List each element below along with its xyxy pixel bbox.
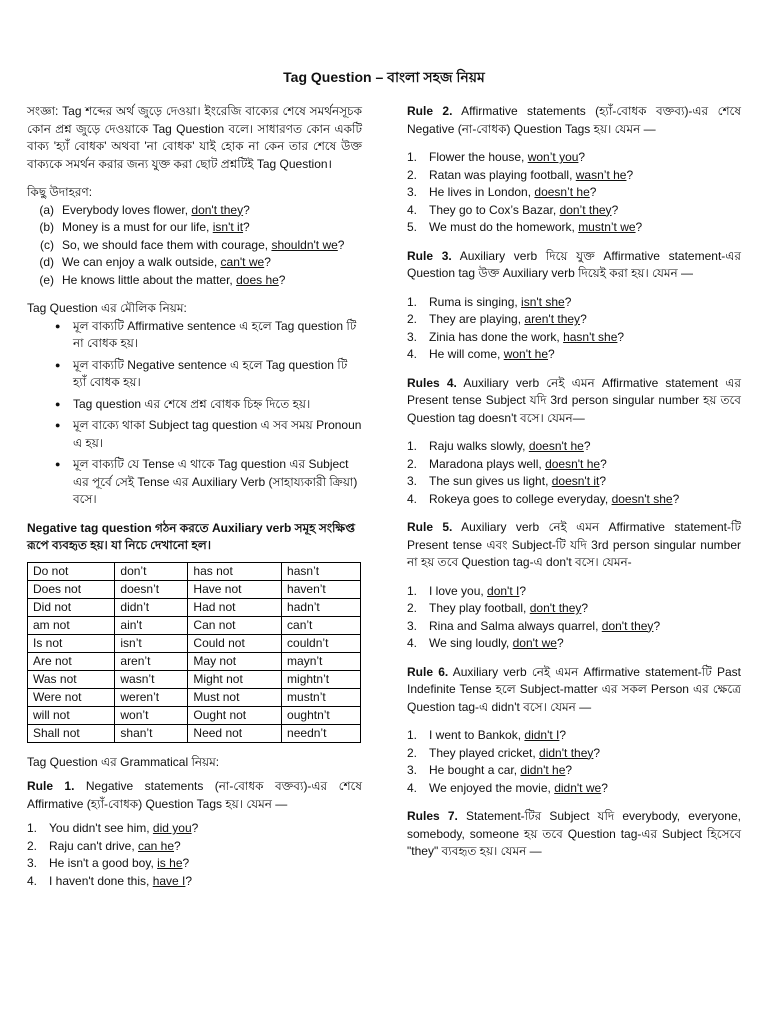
table-row bbox=[28, 616, 361, 634]
table-cell: mustn’t bbox=[282, 688, 361, 706]
example-item bbox=[407, 438, 741, 456]
example-sentence: Rokeya goes to college everyday, bbox=[429, 491, 612, 506]
example-item bbox=[407, 456, 741, 474]
example-text bbox=[62, 254, 271, 272]
example-tag: doesn't it bbox=[551, 474, 600, 488]
example-tag: isn't she bbox=[521, 294, 565, 309]
rule-4-examples bbox=[407, 438, 741, 508]
example-tag: did you bbox=[152, 821, 192, 835]
example-end: ? bbox=[635, 220, 643, 234]
example-item bbox=[407, 311, 741, 329]
example-tag: is he bbox=[157, 856, 183, 870]
example-item bbox=[407, 167, 741, 185]
table-cell: has not bbox=[188, 562, 282, 580]
table-cell: Had not bbox=[188, 598, 282, 616]
example-number: 1. bbox=[407, 583, 418, 598]
example-text bbox=[429, 149, 585, 167]
example-end: ? bbox=[593, 745, 601, 760]
example-item bbox=[407, 780, 741, 798]
example-sentence: We enjoyed the movie, bbox=[429, 780, 555, 795]
rule-3: Rule 3. Auxiliary verb দিয়ে যুক্ত Affirmative statement-এর Question tag উক্ত Auxiliary verb দিয়েই করা হয়। যেমন — bbox=[407, 248, 741, 280]
example-text bbox=[49, 820, 198, 838]
example-tag: can't we bbox=[220, 255, 265, 269]
table-row bbox=[28, 652, 361, 670]
table-cell: Need not bbox=[188, 724, 282, 742]
example-sentence: They play football, bbox=[429, 601, 530, 615]
table-cell: wasn’t bbox=[115, 670, 188, 688]
example-tag: didn't they bbox=[539, 745, 594, 760]
example-item bbox=[407, 583, 741, 601]
example-number: 3. bbox=[27, 856, 38, 870]
example-item bbox=[27, 219, 362, 237]
table-row bbox=[28, 706, 361, 724]
basic-rules-list bbox=[27, 318, 362, 509]
example-tag: mustn’t we bbox=[578, 220, 636, 234]
example-item bbox=[27, 855, 362, 873]
example-end: ? bbox=[565, 763, 573, 777]
table-cell: Must not bbox=[188, 688, 282, 706]
example-text bbox=[429, 745, 600, 763]
table-cell: mayn’t bbox=[282, 652, 361, 670]
example-text bbox=[429, 618, 660, 636]
example-sentence: Flower the house, bbox=[429, 150, 528, 164]
examples-heading: কিছু উদাহরণ: bbox=[27, 185, 93, 199]
example-number: 2. bbox=[407, 456, 418, 471]
example-end: ? bbox=[548, 347, 555, 361]
example-text bbox=[49, 855, 189, 873]
example-text bbox=[62, 272, 285, 290]
table-cell: Have not bbox=[188, 580, 282, 598]
example-item bbox=[407, 219, 741, 237]
basic-rule-item: ● Tag question এর শেষে প্রশ্ন বোধক চিহ্ন দিতে হয়। bbox=[55, 396, 362, 414]
rule-2: Rule 2. Affirmative statements (হ্যাঁ-বোধক বক্তব্য)-এর শেষে Negative (না-বোধক) Question Tags হয়। যেমন — bbox=[407, 104, 741, 136]
auxiliary-verb-table bbox=[27, 562, 361, 743]
rule-5-examples bbox=[407, 583, 741, 653]
example-text bbox=[62, 237, 344, 255]
example-sentence: They are playing, bbox=[429, 312, 525, 326]
example-number: 1. bbox=[27, 821, 38, 835]
table-row bbox=[28, 598, 361, 616]
example-tag: wasn’t he bbox=[575, 167, 627, 182]
rule-1: Rule 1. Negative statements (না-বোধক বক্তব্য)-এর শেষে Affirmative (হ্যাঁ-বোধক) Question Tags হয়। যেমন — bbox=[27, 779, 362, 811]
table-cell: Can not bbox=[188, 616, 282, 634]
table-cell: doesn’t bbox=[115, 580, 188, 598]
rule-7: Rules 7. Statement-টির Subject যদি everybody, everyone, somebody, someone হয় তবে Question tag-এর Subject হিসেবে "they" ব্যবহৃত হয়। যেমন — bbox=[407, 809, 741, 858]
example-end: ? bbox=[601, 780, 608, 795]
example-text bbox=[429, 438, 591, 456]
grammar-heading: Tag Question এর Grammatical নিয়ম: bbox=[27, 754, 220, 769]
table-row bbox=[28, 562, 361, 580]
examples-list bbox=[27, 202, 362, 290]
example-sentence: They go to Cox’s Bazar, bbox=[429, 202, 560, 217]
table-cell: Does not bbox=[28, 580, 115, 598]
example-end: ? bbox=[243, 202, 250, 217]
example-tag: didn't I bbox=[524, 728, 560, 742]
example-end: ? bbox=[580, 312, 587, 326]
example-end: ? bbox=[589, 185, 597, 199]
table-cell: oughtn’t bbox=[282, 706, 361, 724]
rule-4: Rules 4. Auxiliary verb নেই এমন Affirmative statement এর Present tense Subject যদি 3rd person singular number হয় তবে Question tag doesn't বসে। যেমন— bbox=[407, 375, 741, 425]
example-number: 5. bbox=[407, 220, 418, 234]
example-tag: hasn't she bbox=[563, 329, 618, 344]
example-number: 2. bbox=[407, 167, 418, 182]
example-text bbox=[429, 184, 596, 202]
example-number: 3. bbox=[407, 618, 418, 633]
example-text bbox=[429, 600, 588, 618]
table-cell: isn’t bbox=[115, 634, 188, 652]
example-item bbox=[27, 820, 362, 838]
table-cell: aren’t bbox=[115, 652, 188, 670]
example-end: ? bbox=[626, 167, 634, 182]
example-number: 1. bbox=[407, 439, 418, 453]
example-tag: can he bbox=[138, 838, 175, 853]
table-cell: am not bbox=[28, 616, 115, 634]
example-end: ? bbox=[617, 329, 625, 344]
example-end: ? bbox=[182, 856, 190, 870]
example-end: ? bbox=[191, 821, 199, 835]
example-sentence: So, we should face them with courage, bbox=[62, 237, 272, 252]
example-tag: don't they bbox=[191, 202, 244, 217]
example-sentence: The sun gives us light, bbox=[429, 474, 552, 488]
example-item bbox=[27, 254, 362, 272]
table-cell: hasn’t bbox=[282, 562, 361, 580]
table-cell: hadn’t bbox=[282, 598, 361, 616]
example-number: 2. bbox=[27, 838, 38, 853]
example-tag: shouldn't we bbox=[271, 237, 338, 252]
example-text bbox=[429, 167, 633, 185]
example-sentence: You didn't see him, bbox=[49, 821, 153, 835]
example-sentence: Money is a must for our life, bbox=[62, 220, 213, 234]
example-end: ? bbox=[278, 272, 286, 287]
example-text bbox=[429, 456, 607, 474]
example-item bbox=[407, 202, 741, 220]
example-end: ? bbox=[519, 583, 527, 598]
table-cell: don’t bbox=[115, 562, 188, 580]
negative-tag-heading: Negative tag question গঠন করতে Auxiliary verb সমূহ সংক্ষিপ্ত রূপে ব্যবহৃত হয়। যা নিচে দেখানো হল। bbox=[27, 520, 355, 552]
example-number: 3. bbox=[407, 474, 418, 488]
page-title: Tag Question – বাংলা সহজ নিয়ম bbox=[283, 69, 485, 85]
example-text bbox=[429, 635, 564, 653]
example-sentence: We must do the homework, bbox=[429, 220, 579, 234]
example-number: 2. bbox=[407, 312, 418, 326]
example-text bbox=[429, 780, 608, 798]
table-cell: mightn’t bbox=[282, 670, 361, 688]
table-row bbox=[28, 670, 361, 688]
example-sentence: Raju can't drive, bbox=[49, 838, 138, 853]
example-item bbox=[407, 618, 741, 636]
example-label: (c) bbox=[40, 237, 54, 252]
example-sentence: He will come, bbox=[429, 347, 504, 361]
rule-3-examples bbox=[407, 294, 741, 364]
example-text bbox=[62, 219, 250, 237]
table-row bbox=[28, 688, 361, 706]
example-number: 1. bbox=[407, 294, 418, 309]
example-end: ? bbox=[599, 474, 607, 488]
example-tag: doesn't he bbox=[545, 456, 601, 471]
example-tag: didn't we bbox=[554, 780, 602, 795]
example-sentence: Ratan was playing football, bbox=[429, 167, 576, 182]
example-tag: don't I bbox=[487, 583, 520, 598]
basic-rule-item: ● মূল বাক্যটি যে Tense এ থাকে Tag question এর Subject এর পূর্বে সেই Tense এর Auxiliary Verb (সাহায্যকারী ক্রিয়া) বসে। bbox=[55, 456, 362, 509]
example-text bbox=[49, 838, 181, 856]
table-cell: Might not bbox=[188, 670, 282, 688]
example-tag: don't we bbox=[512, 636, 557, 650]
table-cell: Do not bbox=[28, 562, 115, 580]
basic-rules-heading: Tag Question এর মৌলিক নিয়ম: bbox=[27, 301, 187, 315]
example-end: ? bbox=[559, 728, 567, 742]
example-number: 3. bbox=[407, 329, 418, 344]
example-number: 3. bbox=[407, 763, 418, 777]
table-cell: weren’t bbox=[115, 688, 188, 706]
example-text bbox=[429, 294, 571, 312]
table-cell: Is not bbox=[28, 634, 115, 652]
example-item bbox=[407, 635, 741, 653]
example-item bbox=[407, 745, 741, 763]
example-item bbox=[407, 727, 741, 745]
example-number: 4. bbox=[407, 636, 418, 650]
example-tag: won't he bbox=[503, 347, 549, 361]
example-tag: doesn't she bbox=[611, 491, 673, 506]
example-number: 4. bbox=[407, 202, 418, 217]
example-end: ? bbox=[564, 294, 572, 309]
example-tag: aren't they bbox=[524, 312, 581, 326]
table-row bbox=[28, 634, 361, 652]
example-sentence: Rina and Salma always quarrel, bbox=[429, 618, 602, 633]
table-row bbox=[28, 580, 361, 598]
example-tag: don't they bbox=[529, 601, 582, 615]
rule-1-examples bbox=[27, 820, 362, 890]
example-item bbox=[407, 149, 741, 167]
example-text bbox=[429, 583, 526, 601]
example-item bbox=[407, 329, 741, 347]
example-tag: does he bbox=[236, 272, 279, 287]
example-number: 4. bbox=[407, 491, 418, 506]
example-text bbox=[49, 873, 192, 891]
definition-paragraph: সংজ্ঞা: Tag শব্দের অর্থ জুড়ে দেওয়া। ইংরেজি বাক্যের শেষে সমর্থনসূচক কোন প্রশ্ন জুড়ে দেওয়াকে Tag Question বলে। সাধারণত কোন একটি বাক্য 'হ্যাঁ বোধক' অথবা 'না বোধক' যাই হোক না কেন তার শেষে উক্ত বাক্যকে সমর্থন করার জন্য যুক্ত করা ছোট প্রশ্নটিই Tag Question। bbox=[27, 104, 362, 171]
example-tag: doesn’t he bbox=[534, 185, 590, 199]
example-number: 2. bbox=[407, 601, 418, 615]
example-sentence: He knows little about the matter, bbox=[62, 272, 237, 287]
example-item bbox=[407, 184, 741, 202]
table-cell: Ought not bbox=[188, 706, 282, 724]
example-label: (d) bbox=[39, 255, 54, 269]
example-item bbox=[407, 294, 741, 312]
example-end: ? bbox=[578, 150, 586, 164]
example-item bbox=[407, 491, 741, 509]
example-label: (e) bbox=[39, 272, 54, 287]
table-cell: Did not bbox=[28, 598, 115, 616]
example-item bbox=[27, 237, 362, 255]
example-text bbox=[429, 346, 555, 364]
table-cell: Were not bbox=[28, 688, 115, 706]
table-cell: Was not bbox=[28, 670, 115, 688]
table-cell: can’t bbox=[282, 616, 361, 634]
example-end: ? bbox=[672, 491, 680, 506]
example-end: ? bbox=[600, 456, 607, 471]
example-item bbox=[27, 202, 362, 220]
example-tag: doesn't he bbox=[528, 439, 584, 453]
example-item bbox=[27, 873, 362, 891]
example-sentence: He isn't a good boy, bbox=[49, 856, 158, 870]
example-text bbox=[429, 202, 618, 220]
example-text bbox=[429, 762, 572, 780]
example-end: ? bbox=[185, 873, 193, 888]
example-number: 1. bbox=[407, 728, 418, 742]
basic-rule-item: ● মূল বাক্যে থাকা Subject tag question এ সব সময় Pronoun এ হয়। bbox=[55, 417, 362, 452]
example-sentence: Ruma is singing, bbox=[429, 294, 522, 309]
example-text bbox=[429, 311, 587, 329]
example-number: 4. bbox=[407, 347, 418, 361]
example-item bbox=[27, 838, 362, 856]
example-text bbox=[429, 491, 679, 509]
example-sentence: I haven't done this, bbox=[49, 873, 153, 888]
table-row bbox=[28, 724, 361, 742]
basic-rule-item: ● মূল বাক্যটি Negative sentence এ হলে Tag question টি হ্যাঁ বোধক হয়। bbox=[55, 357, 362, 392]
table-cell: needn’t bbox=[282, 724, 361, 742]
example-end: ? bbox=[653, 618, 661, 633]
example-label: (b) bbox=[39, 220, 54, 234]
right-column bbox=[407, 103, 741, 861]
example-end: ? bbox=[243, 220, 250, 234]
table-cell: Shall not bbox=[28, 724, 115, 742]
example-item bbox=[407, 473, 741, 491]
example-sentence: Raju walks slowly, bbox=[429, 439, 529, 453]
example-text bbox=[429, 219, 642, 237]
example-sentence: I went to Bankok, bbox=[429, 728, 525, 742]
example-end: ? bbox=[611, 202, 619, 217]
example-end: ? bbox=[581, 601, 589, 615]
example-item bbox=[27, 272, 362, 290]
table-cell: Could not bbox=[188, 634, 282, 652]
table-cell: didn’t bbox=[115, 598, 188, 616]
example-tag: don't they bbox=[601, 618, 654, 633]
example-sentence: We sing loudly, bbox=[429, 636, 513, 650]
table-cell: May not bbox=[188, 652, 282, 670]
example-number: 1. bbox=[407, 150, 418, 164]
example-label: (a) bbox=[39, 202, 54, 217]
table-cell: will not bbox=[28, 706, 115, 724]
example-sentence: He lives in London, bbox=[429, 185, 535, 199]
example-item bbox=[407, 600, 741, 618]
example-text bbox=[429, 727, 566, 745]
example-tag: won’t you bbox=[527, 150, 579, 164]
example-number: 3. bbox=[407, 185, 418, 199]
rule-6: Rule 6. Auxiliary verb নেই এমন Affirmative statement-টি Past Indefinite Tense হলে Subject-matter এর সকল Person এর ক্ষেত্রে Question tag-এ didn't বসে। যেমন — bbox=[407, 664, 741, 714]
example-sentence: We can enjoy a walk outside, bbox=[62, 255, 221, 269]
example-sentence: I love you, bbox=[429, 583, 488, 598]
example-text bbox=[62, 202, 250, 220]
example-sentence: Maradona plays well, bbox=[429, 456, 546, 471]
example-number: 4. bbox=[407, 780, 418, 795]
table-cell: haven’t bbox=[282, 580, 361, 598]
example-item bbox=[407, 346, 741, 364]
rule-5: Rule 5. Auxiliary verb নেই এমন Affirmative statement-টি Present tense এবং Subject-টি যদি 3rd person singular number না হয় তবে Question tag-এ don't বসে। যেমন- bbox=[407, 520, 741, 569]
basic-rule-item: ● মূল বাক্যটি Affirmative sentence এ হলে Tag question টি না বোধক হয়। bbox=[55, 318, 362, 353]
example-sentence: Everybody loves flower, bbox=[62, 202, 192, 217]
left-column bbox=[27, 103, 362, 890]
example-sentence: Zinia has done the work, bbox=[429, 329, 564, 344]
example-number: 2. bbox=[407, 745, 418, 760]
example-end: ? bbox=[556, 636, 564, 650]
table-cell: ain't bbox=[115, 616, 188, 634]
table-cell: couldn’t bbox=[282, 634, 361, 652]
example-text bbox=[429, 329, 624, 347]
example-end: ? bbox=[174, 838, 181, 853]
table-cell: won’t bbox=[115, 706, 188, 724]
example-item bbox=[407, 762, 741, 780]
example-end: ? bbox=[337, 237, 345, 252]
rule-6-examples bbox=[407, 727, 741, 797]
example-tag: have I bbox=[152, 873, 186, 888]
example-tag: didn't he bbox=[520, 763, 566, 777]
example-tag: don’t they bbox=[559, 202, 612, 217]
example-tag: isn't it bbox=[212, 220, 244, 234]
table-cell: shan’t bbox=[115, 724, 188, 742]
example-text bbox=[429, 473, 606, 491]
example-end: ? bbox=[264, 255, 271, 269]
table-cell: Are not bbox=[28, 652, 115, 670]
example-sentence: They played cricket, bbox=[429, 745, 540, 760]
example-number: 4. bbox=[27, 873, 38, 888]
rule-2-examples bbox=[407, 149, 741, 237]
example-end: ? bbox=[583, 439, 591, 453]
example-sentence: He bought a car, bbox=[429, 763, 521, 777]
